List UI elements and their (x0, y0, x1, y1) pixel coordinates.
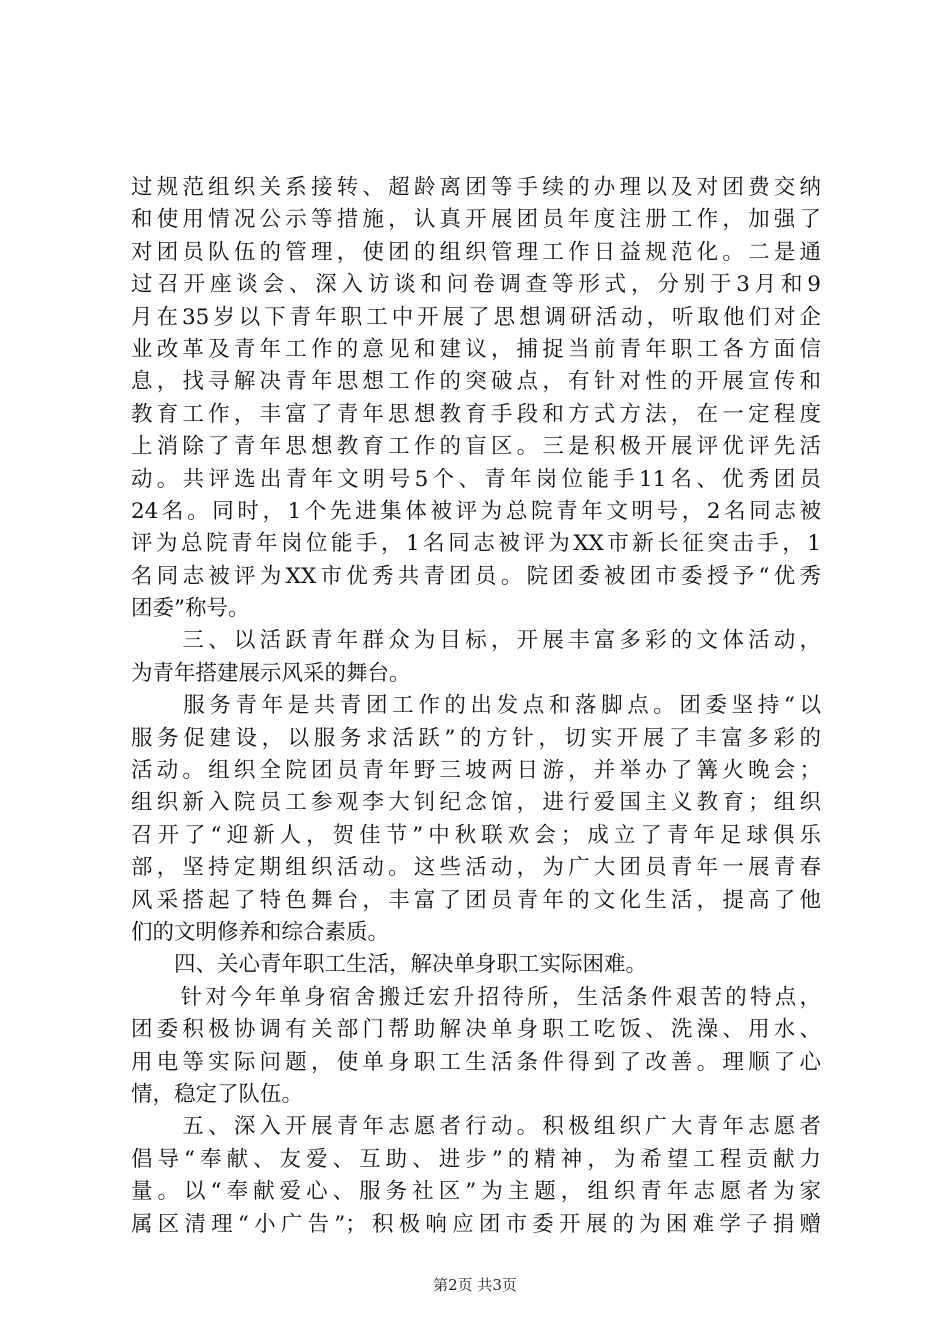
text-line: 名同志被评为XX市优秀共青团员。院团委被团市委授予“优秀 (131, 563, 821, 589)
document-body (131, 172, 821, 1241)
page-footer: 第2页 共3页 (433, 1276, 517, 1294)
text-line: 组织新入院员工参观李大钊纪念馆，进行爱国主义教育；组织 (131, 790, 821, 816)
text-line: 属区清理“小广告”；积极响应团市委开展的为困难学子捐赠 (131, 1211, 821, 1237)
text-line: 评为总院青年岗位能手，1名同志被评为XX市新长征突击手，1 (131, 531, 821, 557)
text-line: 五、深入开展青年志愿者行动。积极组织广大青年志愿者 (131, 1114, 821, 1140)
text-line: 量。以“奉献爱心、服务社区”为主题，组织青年志愿者为家 (131, 1179, 821, 1205)
text-line: 倡导“奉献、友爱、互助、进步”的精神，为希望工程贡献力 (131, 1146, 821, 1172)
text-line: 三、以活跃青年群众为目标，开展丰富多彩的文体活动， (131, 628, 821, 654)
text-line: 针对今年单身宿舍搬迁宏升招待所，生活条件艰苦的特点， (131, 984, 821, 1010)
text-line: 用电等实际问题，使单身职工生活条件得到了改善。理顺了心 (131, 1049, 821, 1075)
text-line: 对团员队伍的管理，使团的组织管理工作日益规范化。二是通 (131, 239, 821, 265)
text-line: 动。共评选出青年文明号5个、青年岗位能手11名、优秀团员 (131, 466, 821, 492)
text-line: 24名。同时，1个先进集体被评为总院青年文明号，2名同志被 (131, 498, 821, 524)
text-line: 风采搭起了特色舞台，丰富了团员青年的文化生活，提高了他 (131, 887, 821, 913)
text-line: 息，找寻解决青年思想工作的突破点，有针对性的开展宣传和 (131, 369, 821, 395)
text-line: 教育工作，丰富了青年思想教育手段和方式方法，在一定程度 (131, 401, 821, 427)
text-line: 服务青年是共青团工作的出发点和落脚点。团委坚持“以 (131, 693, 821, 719)
text-line: 情，稳定了队伍。 (131, 1081, 304, 1107)
text-line: 和使用情况公示等措施，认真开展团员年度注册工作，加强了 (131, 207, 821, 233)
text-line: 们的文明修养和综合素质。 (131, 919, 390, 945)
text-line: 部，坚持定期组织活动。这些活动，为广大团员青年一展青春 (131, 855, 821, 881)
text-line: 上消除了青年思想教育工作的盲区。三是积极开展评优评先活 (131, 434, 821, 460)
text-line: 四、关心青年职工生活，解决单身职工实际困难。 (131, 952, 648, 978)
text-line: 业改革及青年工作的意见和建议，捕捉当前青年职工各方面信 (131, 336, 821, 362)
text-line: 过召开座谈会、深入访谈和问卷调查等形式，分别于3月和9 (131, 272, 821, 298)
text-line: 活动。组织全院团员青年野三坡两日游，并举办了篝火晚会； (131, 758, 821, 784)
text-line: 过规范组织关系接转、超龄离团等手续的办理以及对团费交纳 (131, 175, 821, 200)
text-line: 服务促建设，以服务求活跃”的方针，切实开展了丰富多彩的 (131, 725, 821, 751)
text-line: 团委积极协调有关部门帮助解决单身职工吃饭、洗澡、用水、 (131, 1017, 821, 1043)
text-line: 团委”称号。 (131, 596, 250, 622)
text-line: 召开了“迎新人，贺佳节”中秋联欢会；成立了青年足球俱乐 (131, 822, 821, 848)
text-line: 为青年搭建展示风采的舞台。 (131, 660, 411, 686)
text-line: 月在35岁以下青年职工中开展了思想调研活动，听取他们对企 (131, 304, 821, 330)
